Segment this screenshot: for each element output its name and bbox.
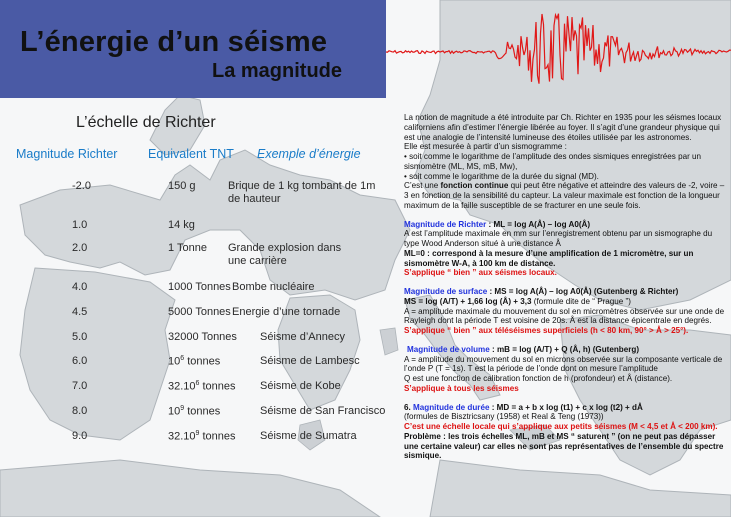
md-number: 6. [404,402,413,412]
page-subtitle: La magnitude [212,60,343,82]
energy-example: Séisme de Lambesc [260,355,360,367]
ms-formula2: MS = log (A/T) + 1,66 log (Å) + 3,3 [404,296,532,306]
ms-formula: : MS = log A(Å) – log A0(Å) (Gutenberg & Richter) [487,287,679,296]
tnt-unit: tonnes [187,355,221,368]
column-header-tnt: Equivalent TNT [148,147,234,161]
md-formula: : MD = a + b x log (t1) + c x log (t2) + dÅ [489,402,643,412]
energy-example: Séisme de Sumatra [260,430,357,442]
magnitude-value: 4.5 [72,306,88,318]
intro-paragraph: La notion de magnitude a été introduite par Ch. Richter en 1935 pour les séismes locaux californiens afin d’estimer l’énergie libérée au foyer. Il s’agit d’une grandeur physique qui est une analogie de l’intensité lumineuse des étoiles utilisée par les astronomes. [404,113,722,142]
ms-formula-line [404,297,726,307]
problem-paragraph: Problème : les trois échelles ML, mB et MS “ saturent ” (on ne peut pas dépasser une certaine valeur) car elles ne sont pas représentatives de l’ensemble du spectre sismique. [404,431,724,461]
tnt-exponent: 6 [195,380,200,387]
tnt-base: 10 [168,405,181,418]
continuity-paragraph [404,181,726,210]
tnt-value: 32000 Tonnes [168,331,237,343]
tnt-value [168,355,220,368]
tnt-exponent: 6 [180,355,185,362]
measure-line: Elle est mesurée à partir d’un sismogramme : [404,142,567,152]
ml-zero: ML=0 : correspond à la mesure d’une amplification de 1 micromètre, sur un sismomètre W-A, à 100 km de distance. [404,248,694,268]
magnitude-value: 9.0 [72,430,88,442]
tnt-value [168,405,220,418]
continuity-text-a: C’est une [404,181,441,191]
explanation-text [404,113,726,461]
mb-description: A = amplitude du mouvement du sol en microns observée sur la composante verticale de l’onde P (T = 1s). T est la période de l’onde dont on mesure l’amplitude [404,354,723,374]
md-reference: (formules de Bisztricsany (1958) et Real & Teng (1973)) [404,412,604,422]
tnt-value: 1 Tonne [168,242,207,254]
ms-description: A = amplitude maximale du mouvement du sol en micromètres observée sur une onde de Rayleigh dont la période T est voisine de 20s. Å est la distance épicentrale en degrés. [404,306,725,326]
ms-apply: S’applique “ bien ” aux téléséismes superficiels (h < 80 km, 90° > Å > 25°). [404,326,689,335]
mb-formula: : mB = log (A/T) + Q (Å, h) (Gutenberg) [489,344,640,354]
continuity-text-b: qui peut être négative et atteindre des valeurs de -2, voire –3 en fonction de la sensibilité du capteur. La valeur maximale est fonction de la longueur maximum de la faille susceptible de se fracturer en une seule fois. [404,181,725,210]
ml-apply: S’applique “ bien ” aux séismes locaux. [404,268,557,278]
tnt-unit: tonnes [187,405,221,418]
energy-example: Grande explosion dans une carrière [228,242,342,267]
bullet-amplitude: • soit comme le logarithme de l’amplitude des ondes sismiques enregistrées par un sismomètre (ML, MS, mB, Mw), [404,152,702,171]
ms-heading [404,287,726,297]
column-header-magnitude: Magnitude Richter [16,147,118,161]
magnitude-value: -2.0 [72,180,91,192]
ml-description: A est l’amplitude maximale en mm sur l’enregistrement obtenu par un sismographe du type Wood Anderson situé à une distance Å [404,229,713,248]
md-heading [404,403,726,413]
magnitude-value: 1.0 [72,219,88,231]
energy-example: Séisme d’Annecy [260,331,345,343]
ml-formula: : ML = log A(Å) – log A0(Å) [486,219,591,229]
magnitude-value: 7.0 [72,380,88,392]
energy-example: Séisme de Kobe [260,380,341,392]
column-header-example: Exemple d’énergie [257,147,361,161]
tnt-exponent: 9 [195,430,200,437]
tnt-exponent: 9 [180,405,185,412]
tnt-value: 1000 Tonnes [168,281,231,293]
continuity-bold: fonction continue [440,181,509,191]
ml-label: Magnitude de Richter [404,219,487,229]
tnt-value [168,430,236,443]
ml-heading [404,220,726,230]
seismogram-graphic [386,6,731,98]
mb-q: Q est une fonction de calibration fonction de h (profondeur) et Å (distance). [404,374,673,383]
energy-example: Bombe nucléaire [232,281,315,293]
tnt-value: 5000 Tonnes [168,306,231,318]
magnitude-value: 2.0 [72,242,88,254]
magnitude-value: 6.0 [72,355,88,367]
ms-formula2-note: (formule dite de “ Prague ”) [531,296,631,306]
ms-label: Magnitude de surface [404,287,488,296]
md-label: Magnitude de durée [413,402,490,412]
tnt-unit: tonnes [202,430,236,443]
tnt-value: 14 kg [168,219,195,231]
tnt-unit: tonnes [202,380,236,393]
page-title: L’énergie d’un séisme [20,26,328,58]
mb-label: Magnitude de volume [407,344,490,354]
title-banner [0,0,386,98]
magnitude-value: 4.0 [72,281,88,293]
bullet-duration: • soit comme le logarithme de la durée du signal (MD). [404,171,599,181]
magnitude-value: 8.0 [72,405,88,417]
tnt-value [168,380,236,393]
tnt-base: 10 [168,355,181,368]
mb-heading [404,345,726,355]
energy-example: Séisme de San Francisco [260,405,386,417]
mb-apply: S’applique à tous les séismes [404,383,519,393]
md-apply: C’est une échelle locale qui s’applique aux petits séismes (M < 4,5 et Å < 200 km). [404,422,718,431]
tnt-base: 32.10 [168,380,196,393]
tnt-value: 150 g [168,180,196,192]
tnt-base: 32.10 [168,430,196,443]
energy-example: Brique de 1 kg tombant de 1m de hauteur [228,180,376,205]
magnitude-value: 5.0 [72,331,88,343]
table-title: L’échelle de Richter [76,114,216,131]
energy-example: Energie d’une tornade [232,306,341,318]
